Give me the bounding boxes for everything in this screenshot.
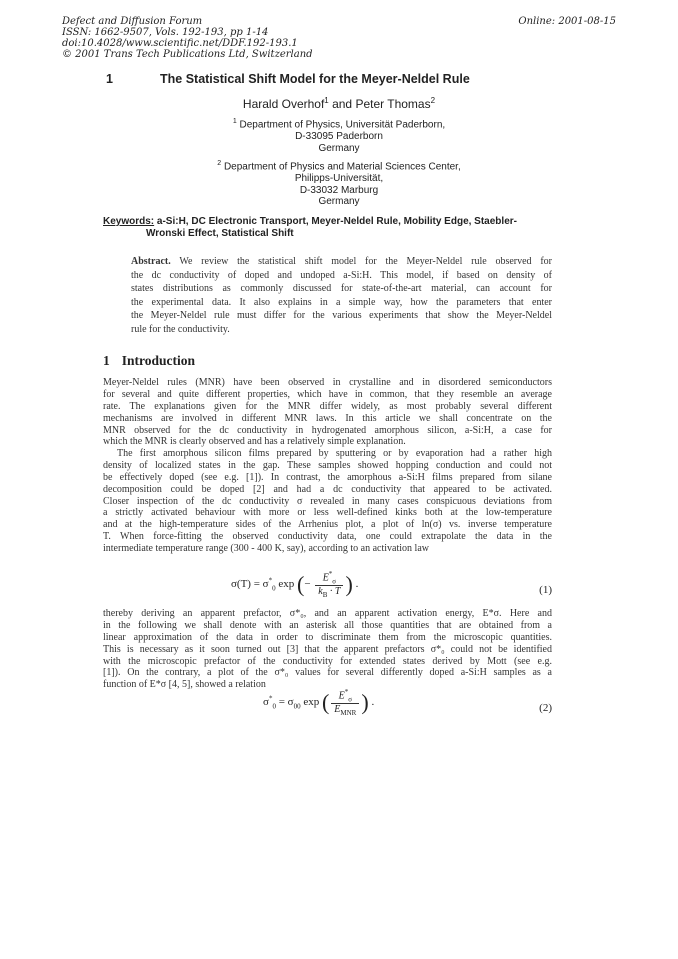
- eq1-den-rest: · T: [327, 586, 341, 598]
- eq2-num-sub: σ: [348, 695, 353, 704]
- affiliation-2-line: Department of Physics and Material Sciences Center,: [223, 161, 461, 173]
- text-line: This is necessary as it soon turned out [3] that the apparent prefactors σ*₀ could not be identified: [103, 643, 552, 655]
- text-line: rate. The explanations given for the MNR differ widely, as most probably several different: [103, 400, 552, 412]
- text-line: be effectively doped (see e.g. [1]). In contrast, the amorphous a-Si:H films prepared from silane: [103, 471, 552, 483]
- eq2-den: E: [334, 704, 341, 716]
- text-line: a strictly activated behaviour with more or less well-defined kinks both at the low-temperature: [103, 507, 552, 519]
- eq1-den: k: [318, 586, 323, 598]
- affiliation-1-marker: 1: [232, 118, 237, 125]
- eq1-num-sub: σ: [332, 577, 337, 586]
- eq2-lhs-sub: 0: [272, 702, 276, 711]
- eq2-num-sup: *: [344, 688, 349, 696]
- eq2-num: E: [338, 690, 345, 702]
- affiliation-1-line: Department of Physics, Universität Paderborn,: [239, 119, 446, 131]
- text-line: and at the high-temperature sides of the Arrhenius plot, a plot of ln(σ) vs. inverse temperature: [103, 519, 552, 531]
- author-list: [0, 96, 678, 111]
- eq2-lhs: σ: [263, 696, 269, 709]
- online-date: Online: 2001-08-15: [518, 16, 616, 27]
- affiliation-2: [0, 158, 678, 208]
- equation-1: $\sigma(T) = \sigma^*_0$ exp (− $\frac{E^*_\sigma}{k_B \cdot T}$ ) . (1): [231, 570, 552, 600]
- text-line: linear approximation of the data in order to discriminate them from the microscopic quantities.: [103, 631, 552, 643]
- abstract-label: Abstract.: [131, 256, 171, 267]
- text-line: intermediate temperature range (300 - 400 K, say), according to an activation law: [103, 543, 429, 555]
- text-line: [1]). On the contrary, a plot of the σ*₀ values for several differently doped a-Si:H samples as a: [103, 667, 552, 679]
- eq2-den-sub: MNR: [340, 709, 357, 718]
- text-line: MNR observed for the dc conductivity in hydrogenated amorphous silicon, a-Si:H, a case for: [103, 424, 552, 436]
- text-line: Meyer-Neldel rules (MNR) have been observed in crystalline and in disordered semiconductors: [103, 377, 552, 388]
- affiliation-2-line: Philipps-Universität,: [294, 172, 384, 184]
- eq1-num: E: [322, 572, 329, 584]
- text-line: for several and quite different properties, which have in common, that they resemble an average: [103, 388, 552, 400]
- eq2-lhs-sup: *: [268, 694, 273, 703]
- keywords-text: Wronski Effect, Statistical Shift: [146, 228, 294, 239]
- eq1-fraction: [315, 570, 343, 599]
- eq1-num-sup: *: [328, 570, 333, 578]
- author-1: Harald Overhof: [242, 97, 325, 111]
- author-and: and: [328, 97, 356, 111]
- keywords: [103, 216, 573, 240]
- text-line: in the following we shall denote with an asterisk all those quantities that are obtained from a: [103, 619, 552, 631]
- eq2-eq: = σ: [275, 696, 294, 709]
- affiliation-1-line: D-33095 Paderborn: [295, 130, 383, 142]
- title-text: The Statistical Shift Model for the Meyer-Neldel Rule: [160, 72, 470, 86]
- journal-issn: ISSN: 1662-9507, Vols. 192-193, pp 1-14: [62, 27, 269, 38]
- abstract-line: the experimental data. It also explains in a simple way, how the parameters that enter: [131, 296, 552, 308]
- abstract-line: the Meyer-Neldel rule must differ for the various experiments that show the Meyer-Neldel: [131, 310, 552, 322]
- text-line: function of E*σ [4, 5], showed a relation: [103, 679, 266, 691]
- author-2-affil: 2: [430, 96, 436, 105]
- eq2-fraction: [331, 688, 359, 717]
- affiliation-2-line: Germany: [318, 196, 360, 208]
- eq2-eq-sub: 00: [293, 702, 301, 711]
- eq1-den-sub: B: [322, 591, 328, 600]
- keywords-label: Keywords:: [103, 216, 155, 227]
- abstract-line: states distributions as commonly discussed for state-of-the-art material, can account for: [131, 283, 552, 295]
- affiliation-1-line: Germany: [318, 142, 360, 154]
- eq1-lhs-sup: *: [268, 576, 273, 585]
- eq1-tail: .: [352, 578, 359, 591]
- eq1-exp: exp: [275, 578, 295, 591]
- text-line: mechanisms are involved in different MNR laws. In this article we shall concentrate on the: [103, 412, 552, 424]
- text-line: The first amorphous silicon films prepared by sputtering or by evaporation had a rather high: [117, 448, 552, 459]
- affiliation-1: [0, 116, 678, 154]
- eq2-tail: .: [368, 696, 375, 709]
- section-title: Introduction: [121, 353, 196, 368]
- journal-doi: doi:10.4028/www.scientific.net/DDF.192-193.1: [62, 38, 298, 49]
- section-heading: [103, 353, 207, 369]
- eq1-minus: −: [304, 578, 311, 591]
- paragraph-2: [103, 448, 552, 555]
- text-line: thereby deriving an apparent prefactor, σ*₀, and an apparent activation energy, E*σ. Here and: [103, 608, 552, 619]
- eq1-number: (1): [539, 584, 552, 596]
- author-2: Peter Thomas: [355, 97, 431, 111]
- text-line: decomposition could be doped [2] and had a dc conductivity that appeared to be activated.: [103, 483, 552, 495]
- equation-2: $\sigma^*_0 = \sigma_{00}$ exp ( $\frac{E^*_\sigma}{E_{MNR}}$ ) . (2): [263, 688, 552, 718]
- abstract-line: We review the statistical shift model for the Meyer-Neldel rule observed for: [170, 256, 552, 267]
- journal-copyright: © 2001 Trans Tech Publications Ltd, Switzerland: [62, 49, 313, 60]
- text-line: density of localized states in the gap. These samples showed hopping conduction and could not: [103, 459, 552, 471]
- eq1-lhs: σ(T) = σ: [231, 578, 269, 591]
- text-line: T. When force-fitting the observed conductivity data, one could extrapolate the data in the: [103, 531, 552, 543]
- eq2-exp: exp: [300, 696, 320, 709]
- abstract: [131, 255, 552, 337]
- text-line: with the microscopic prefactor of the conductivity for extended states derived by Mott (see e.g.: [103, 655, 552, 667]
- paragraph-3: [103, 608, 552, 691]
- journal-name: Defect and Diffusion Forum: [62, 16, 203, 27]
- section-number: 1: [103, 353, 110, 368]
- eq2-number: (2): [539, 702, 552, 714]
- author-1-affil: 1: [324, 96, 329, 105]
- eq1-lhs-sub: 0: [272, 584, 276, 593]
- abstract-line: the dc conductivity of doped and undoped a-Si:H. This model, if based on density of: [131, 269, 552, 281]
- paragraph-1: [103, 377, 552, 448]
- keywords-text: a-Si:H, DC Electronic Transport, Meyer-Neldel Rule, Mobility Edge, Staebler-: [154, 216, 517, 227]
- text-line: Closer inspection of the dc conductivity σ revealed in many cases conspicuous deviations from: [103, 495, 552, 507]
- text-line: which the MNR is clearly observed and has a relatively simple explanation.: [103, 436, 406, 448]
- journal-header: [62, 16, 313, 60]
- affiliation-2-line: D-33032 Marburg: [299, 184, 379, 196]
- abstract-line: rule for the conductivity.: [131, 323, 230, 335]
- affiliation-2-marker: 2: [217, 160, 222, 167]
- title-number: 1: [106, 72, 113, 86]
